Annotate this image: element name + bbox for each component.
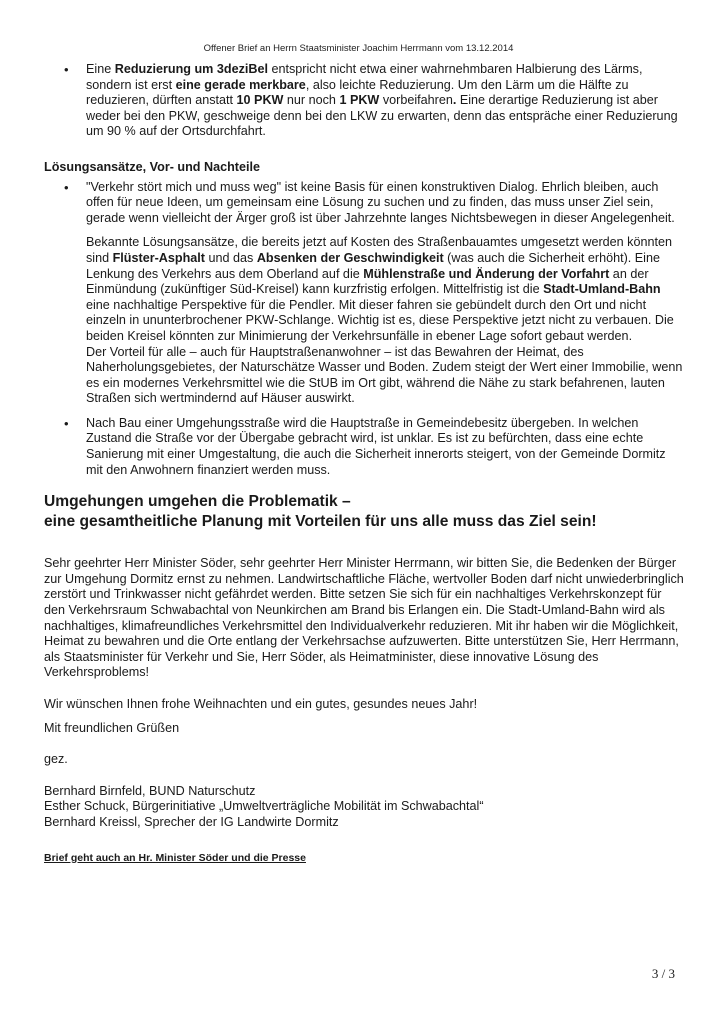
text-run: vorbeifahren [379,93,453,108]
bullet-item-noise-reduction [44,62,684,140]
main-heading-line-2: eine gesamtheitliche Planung mit Vorteilen für uns alle muss das Ziel sein! [44,513,597,531]
signatory-list [44,784,684,831]
text-run: nur noch [283,93,340,108]
text-run: an der Einmündung (zukünftiger Süd-Kreisel) kann kurzfristig erfolgen. Mittelfristig ist die [86,266,649,297]
closing-paragraph: Sehr geehrter Herr Minister Söder, sehr geehrter Herr Minister Herrmann, wir bitten Sie, die Bedenken der Bürger zur Umgehung Dormitz ernst zu nehmen. Landwirtschaftliche Fläche, wertvoller Boden darf nicht unwiederbringlich zerstört und Trinkwasser nicht gefährdet werden. Bitte setzen Sie sich für ein nachhaltiges Verkehrskonzept für den Verkehrsraum Schwabachtal von Neunkirchen am Brand bis Erlangen ein. Die Stadt-Umland-Bahn wird als nachhaltiges, klimafreundliches Verkehrsmittel den Individualverkehr reduzieren. Mit ihr haben wir die Möglichkeit, Heimat zu bewahren und die Orte entlang der Verkehrsachse aufzuwerten. Bitte unterstützen Sie, Herr Herrmann, als Staatsminister für Verkehr und Sie, Herr Söder, als Heimatminister, diese innovative Lösung des Verkehrsproblems! [44,556,684,680]
text-run: (was auch die Sicherheit erhöht). Eine Lenkung des Verkehrs aus dem Oberland auf die [86,250,660,281]
text-run: Bekannte Lösungsansätze, die bereits jetzt auf Kosten des Straßenbauamtes umgesetzt werden könnten sind [86,235,672,265]
bullet-list-solutions [44,180,684,479]
text-run: Eine derartige Reduzierung ist aber weder bei den PKW, geschweige denn bei den LKW zu erwarten, denn das entspräche einer Reduzierung um 90 % auf der Ortsdurchfahrt. [86,93,678,139]
bold-run: 1 PKW [339,93,380,108]
bold-run: Stadt-Umland-Bahn [543,282,661,297]
text-run: Eine [86,62,115,76]
bold-run: Reduzierung um 3deziBel [114,62,268,76]
bold-run: . [452,93,457,108]
text-run: und das [204,250,257,265]
bullet-list-top [44,62,684,140]
text-run: entspricht nicht etwa einer wahrnehmbaren Halbierung des Lärms, sondern ist erst [86,62,643,92]
wishes-line: Wir wünschen Ihnen frohe Weihnachten und ein gutes, gesundes neues Jahr! [44,697,478,711]
signatory-line: Esther Schuck, Bürgerinitiative „Umweltverträgliche Mobilität im Schwabachtal“ [44,799,484,814]
text-run: , also leichte Reduzierung. Um den Lärm um die Hälfte zu reduzieren, dürften anstatt [86,77,629,108]
bold-run: Flüster-Asphalt [112,250,205,265]
bullet-item-handover: • Nach Bau einer Umgehungsstraße wird die Hauptstraße in Gemeindebesitz übergeben. In welchen Zustand die Straße vor der Übergabe gebracht wird, ist unklar. Es ist zu befürchten, dass eine echte Sanierung mit einer Umgestaltung, die auch die Sicherheit innerorts steigert, von der Gemeinde Dormitz mit den Anwohnern finanziert werden muss. [44,416,684,478]
signatory-line: Bernhard Kreissl, Sprecher der IG Landwirte Dormitz [44,814,339,829]
paragraph-dialog: • "Verkehr stört mich und muss weg" ist keine Basis für einen konstruktiven Dialog. Ehrlich bleiben, auch offen für neue Ideen, um gemeinsam eine Lösung zu suchen und zu finden, das muss unser Ziel sein, gerade wenn vielleicht der Ärger groß ist über Jahrzehnte langes Nichtsbewegen in dieser Angelegenheit. [86,179,675,225]
paragraph-approaches [86,235,684,344]
paragraph-advantage: Der Vorteil für alle – auch für Hauptstraßenanwohner – ist das Bewahren der Heimat, des Naherholungsgebietes, der Naturschätze Wasser und Boden. Zudem steigt der Wert einer Immobilie, wenn es ein modernes Verkehrsmittel wie die StUB im Ort gibt, während die Nähe zu stark befahrenen, lauten Straßen sich wertmindernd auf Häuser auswirkt. [86,344,683,406]
section-heading: Lösungsansätze, Vor- und Nachteile [44,159,260,174]
letter-body [44,62,684,866]
main-heading-line-1: Umgehungen umgehen die Problematik – [44,493,351,511]
bold-run: Absenken der Geschwindigkeit [256,250,444,265]
bold-run: eine gerade merkbare [175,77,306,92]
main-heading [44,492,684,532]
signatory-line: Bernhard Birnfeld, BUND Naturschutz [44,783,256,798]
running-header: Offener Brief an Herrn Staatsminister Joachim Herrmann vom 13.12.2014 [203,43,514,54]
bold-run: Mühlenstraße und Änderung der Vorfahrt [363,266,610,281]
signed-mark: gez. [44,752,68,767]
text-run: eine nachhaltige Perspektive für die Pendler. Mit dieser fahren sie gebündelt durch den Ort und nicht einzeln in ununterbrochener PKW-Schlange. Wichtig ist es, diese Perspektive jetzt nicht zu verbauen. Die beiden Kreisel könnten zur Minimierung der Verkehrsunfälle in ebener Lage sofort gebaut werden. [86,297,674,343]
footer-note: Brief geht auch an Hr. Minister Söder und die Presse [44,851,306,864]
salutation: Mit freundlichen Grüßen [44,720,180,735]
bullet-item-dialog [44,180,684,407]
bold-run: 10 PKW [236,93,284,108]
page-number: 3 / 3 [651,966,675,981]
